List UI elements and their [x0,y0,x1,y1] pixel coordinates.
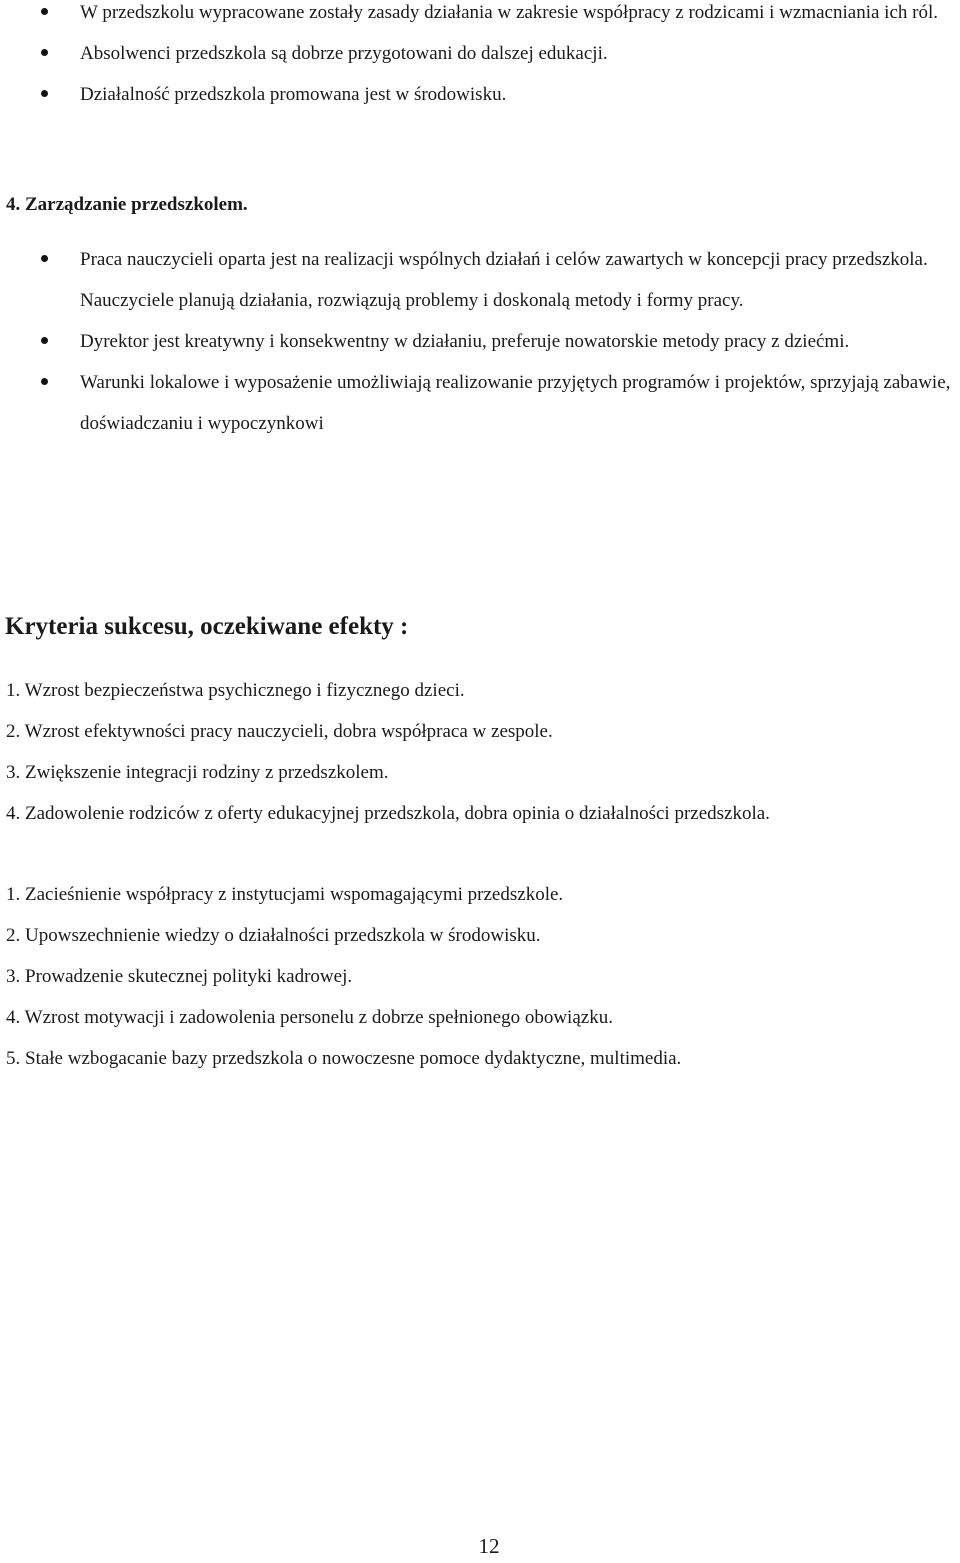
bullet-text: Absolwenci przedszkola są dobrze przygotowani do dalszej edukacji. [80,43,608,64]
section-title: 4. Zarządzanie przedszkolem. [6,194,248,215]
bullet-icon [41,8,48,15]
bullet-text: Działalność przedszkola promowana jest w środowisku. [80,84,507,105]
list-item [0,33,960,74]
criteria-list-2 [6,874,956,1079]
list-item: 2. Wzrost efektywności pracy nauczycieli, dobra współpraca w zespole. [6,721,553,742]
bullet-text: Praca nauczycieli oparta jest na realizacji wspólnych działań i celów zawartych w koncepcji pracy przedszkola. Nauczyciele planują działania, rozwiązują problemy i doskonalą metody i formy pracy. [80,249,928,311]
list-item: 4. Wzrost motywacji i zadowolenia personelu z dobrze spełnionego obowiązku. [6,1007,613,1028]
list-item: 3. Zwiększenie integracji rodziny z przedszkolem. [6,762,389,783]
list-item [0,239,960,321]
bullet-text: Warunki lokalowe i wyposażenie umożliwiają realizowanie przyjętych programów i projektów, sprzyjają zabawie, doświadczaniu i wypoczynkowi [80,372,951,434]
section4-bullet-list [0,239,960,444]
list-item [0,74,960,115]
bullet-text: Dyrektor jest kreatywny i konsekwentny w działaniu, preferuje nowatorskie metody pracy z dziećmi. [80,331,850,352]
criteria-list-1 [6,670,956,834]
list-item [0,0,960,33]
bullet-icon [41,378,48,385]
bullet-icon [41,255,48,262]
bullet-icon [41,49,48,56]
list-item: 3. Prowadzenie skutecznej polityki kadrowej. [6,966,353,987]
bullet-icon [41,90,48,97]
bullet-icon [41,337,48,344]
list-item: 2. Upowszechnienie wiedzy o działalności przedszkola w środowisku. [6,925,541,946]
criteria-heading: Kryteria sukcesu, oczekiwane efekty : [5,613,409,640]
bullet-text: W przedszkolu wypracowane zostały zasady działania w zakresie współpracy z rodzicami i wzmacniania ich ról. [80,2,938,23]
list-item: 4. Zadowolenie rodziców z oferty edukacyjnej przedszkola, dobra opinia o działalności przedszkola. [6,803,770,824]
page-number: 12 [478,1534,500,1558]
list-item [0,321,960,362]
list-item [0,362,960,444]
top-bullet-list [0,0,960,115]
list-item: 5. Stałe wzbogacanie bazy przedszkola o nowoczesne pomoce dydaktyczne, multimedia. [6,1048,682,1069]
list-item: 1. Wzrost bezpieczeństwa psychicznego i fizycznego dzieci. [6,680,465,701]
list-item: 1. Zacieśnienie współpracy z instytucjami wspomagającymi przedszkole. [6,884,564,905]
